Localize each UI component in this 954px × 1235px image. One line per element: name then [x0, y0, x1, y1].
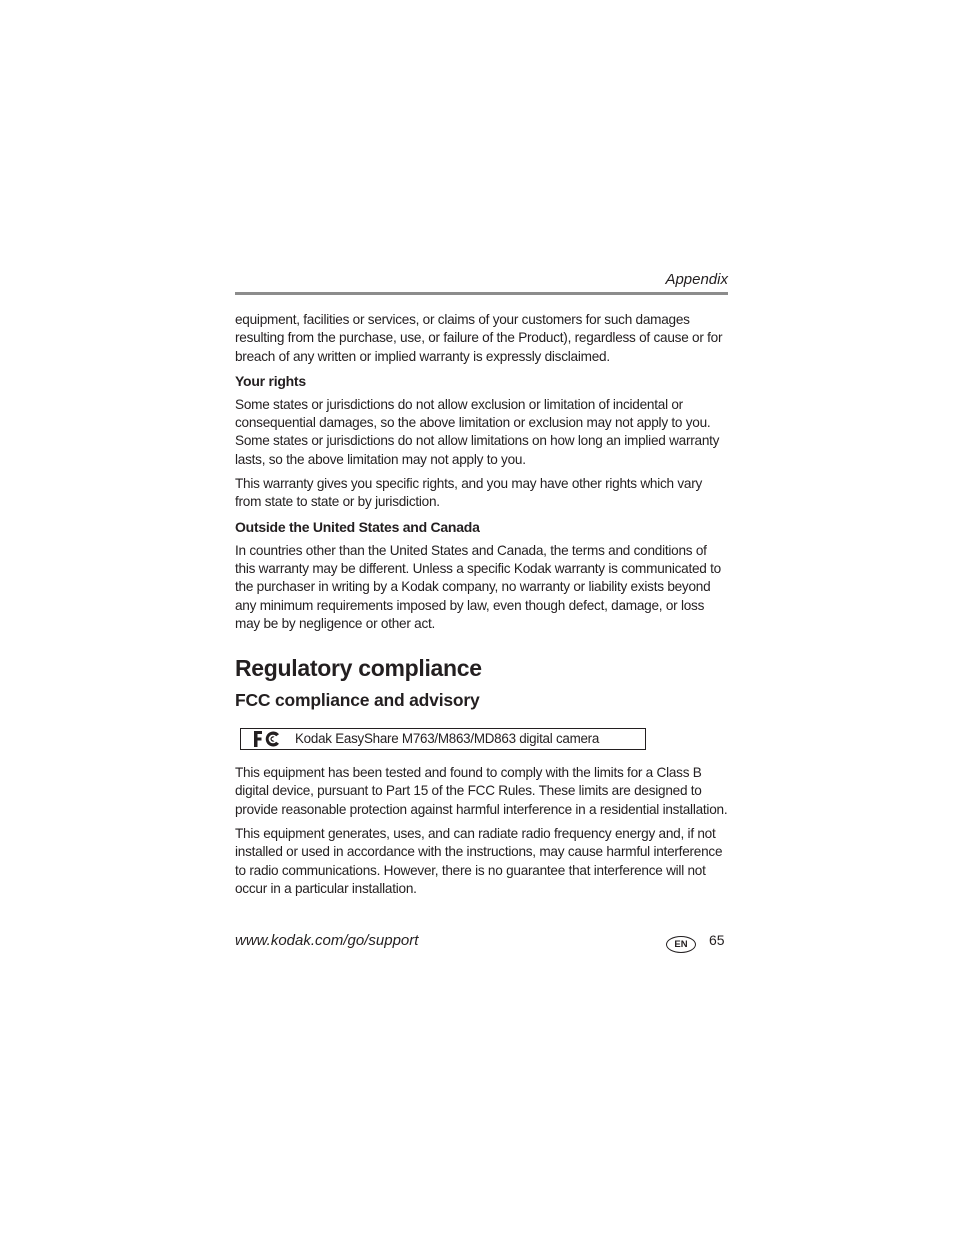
page-content [235, 311, 728, 904]
fcc-product-box [240, 728, 646, 750]
fcc-paragraph-2: This equipment generates, uses, and can radiate radio frequency energy and, if not installed or used in accordance with the instructions, may cause harmful interference to radio communications. However, there is no guarantee that interference will not occur in a particular installation. [235, 826, 723, 896]
fcc-paragraph-1: This equipment has been tested and found to comply with the limits for a Class B digital device, pursuant to Part 15 of the FCC Rules. These limits are designed to provide reasonable protection against harmful interference in a residential installation. [235, 765, 728, 817]
support-url: www.kodak.com/go/support [235, 932, 419, 949]
regulatory-compliance-heading: Regulatory compliance [235, 655, 482, 682]
your-rights-heading: Your rights [235, 372, 306, 389]
language-badge: EN [666, 936, 696, 953]
outside-us-paragraph: In countries other than the United States and Canada, the terms and conditions of this warranty may be different. Unless a specific Kodak warranty is communicated to the purchaser in writing by a Kodak company, no warranty or liability exists beyond any minimum requirements imposed by law, even though defect, damage, or loss may be by negligence or other act. [235, 542, 721, 631]
fcc-logo-icon [253, 730, 281, 748]
outside-us-heading: Outside the United States and Canada [235, 518, 480, 535]
your-rights-paragraph-1: Some states or jurisdictions do not allow exclusion or limitation of incidental or consequential damages, so the above limitation or exclusion may not apply to you. Some states or jurisdictions do not allow limitations on how long an implied warranty lasts, so the above limitation may not apply to you. [235, 396, 720, 467]
fcc-product-text: Kodak EasyShare M763/M863/MD863 digital camera [295, 731, 600, 747]
fcc-heading: FCC compliance and advisory [235, 690, 480, 711]
intro-paragraph: equipment, facilities or services, or claims of your customers for such damages resulting from the purchase, use, or failure of the Product), regardless of cause or for breach of any written or implied warranty is expressly disclaimed. [235, 312, 723, 364]
section-label: Appendix [665, 271, 728, 288]
your-rights-paragraph-2: This warranty gives you specific rights, and you may have other rights which vary from state to state or by jurisdiction. [235, 476, 703, 510]
page-number: 65 [709, 932, 725, 948]
header-divider [235, 292, 728, 295]
